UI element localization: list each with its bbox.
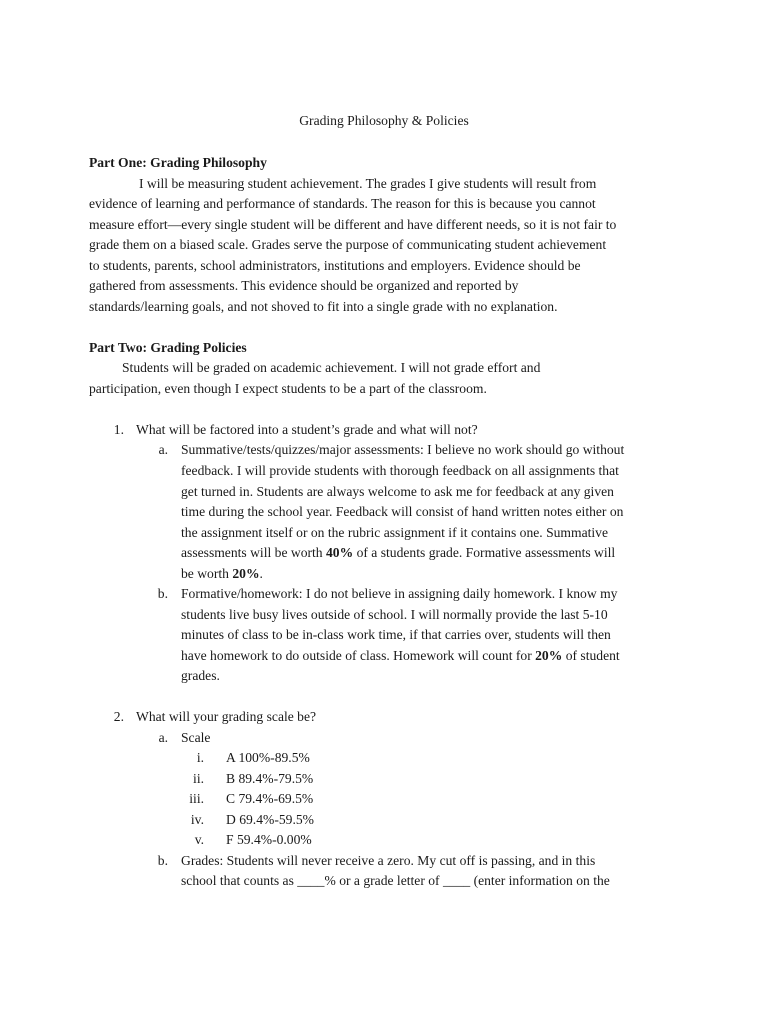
list-item-line (181, 646, 620, 666)
text-run: assessments will be worth (181, 545, 326, 560)
bold-percentage: 40% (326, 545, 354, 560)
list-item-line: get turned in. Students are always welcome to ask me for feedback at any given (181, 484, 614, 499)
part-two-line: Students will be graded on academic achievement. I will not grade effort and (122, 360, 541, 375)
text-run: have homework to do outside of class. Homework will count for (181, 648, 536, 663)
scale-item: D 69.4%-59.5% (226, 812, 314, 827)
list-item-line: school that counts as ____% or a grade letter of ____ (enter information on the (181, 873, 610, 888)
list-item-line: feedback. I will provide students with thorough feedback on all assignments that (181, 463, 619, 478)
sublist-label: a. (158, 442, 168, 457)
part-one-line: to students, parents, school administrators, institutions and employers. Evidence should be (89, 258, 581, 273)
part-one-line: grade them on a biased scale. Grades serve the purpose of communicating student achievement (89, 237, 607, 252)
part-one-line: measure effort—every single student will be different and have different needs, so it is not fair to (89, 217, 617, 232)
list-item-line: grades. (181, 668, 220, 683)
scale-item: F 59.4%-0.00% (226, 832, 312, 847)
list-item-line: minutes of class to be in-class work time, if that carries over, students will then (181, 627, 611, 642)
part-one-line: standards/learning goals, and not shoved to fit into a single grade with no explanation. (89, 299, 558, 314)
list-item-line (181, 543, 615, 563)
list-number: 1. (113, 422, 124, 437)
roman-numeral: v. (194, 832, 204, 847)
sublist-label: b. (157, 586, 168, 601)
part-one-line: evidence of learning and performance of standards. The reason for this is because you cannot (89, 196, 596, 211)
part-two-line: participation, even though I expect students to be a part of the classroom. (89, 381, 487, 396)
list-item-line: students live busy lives outside of school. I will normally provide the last 5-10 (181, 607, 608, 622)
scale-item: B 89.4%-79.5% (226, 771, 314, 786)
list-item-line: the assignment itself or on the rubric assignment if it contains one. Summative (181, 525, 608, 540)
part-one-heading: Part One: Grading Philosophy (89, 155, 267, 170)
text-run: of a students grade. Formative assessments will (353, 545, 616, 560)
sublist-label: b. (157, 853, 168, 868)
list-item-line: time during the school year. Feedback will consist of hand written notes either on (181, 504, 624, 519)
question-text: What will your grading scale be? (136, 709, 317, 724)
part-one-line: I will be measuring student achievement. The grades I give students will result from (139, 176, 597, 191)
scale-item: A 100%-89.5% (226, 750, 310, 765)
roman-numeral: iv. (190, 812, 204, 827)
list-item-line: Formative/homework: I do not believe in assigning daily homework. I know my (181, 586, 618, 601)
roman-numeral: i. (196, 750, 204, 765)
list-item-line: Grades: Students will never receive a zero. My cut off is passing, and in this (181, 853, 596, 868)
scale-item: C 79.4%-69.5% (226, 791, 314, 806)
bold-percentage: 20% (232, 566, 260, 581)
bold-percentage: 20% (535, 648, 563, 663)
roman-numeral: iii. (189, 791, 204, 806)
list-number: 2. (113, 709, 124, 724)
question-text: What will be factored into a student’s grade and what will not? (136, 422, 478, 437)
text-run: be worth (181, 566, 233, 581)
roman-numeral: ii. (193, 771, 204, 786)
text-run: . (259, 566, 263, 581)
part-two-heading: Part Two: Grading Policies (89, 340, 247, 355)
sublist-label: a. (158, 730, 168, 745)
text-run: of student (562, 648, 620, 663)
list-item-line: Summative/tests/quizzes/major assessments: I believe no work should go without (181, 442, 625, 457)
list-item-line (181, 564, 263, 584)
list-item-line: Scale (181, 730, 211, 745)
page-title: Grading Philosophy & Policies (299, 113, 469, 128)
part-one-line: gathered from assessments. This evidence should be organized and reported by (89, 278, 519, 293)
